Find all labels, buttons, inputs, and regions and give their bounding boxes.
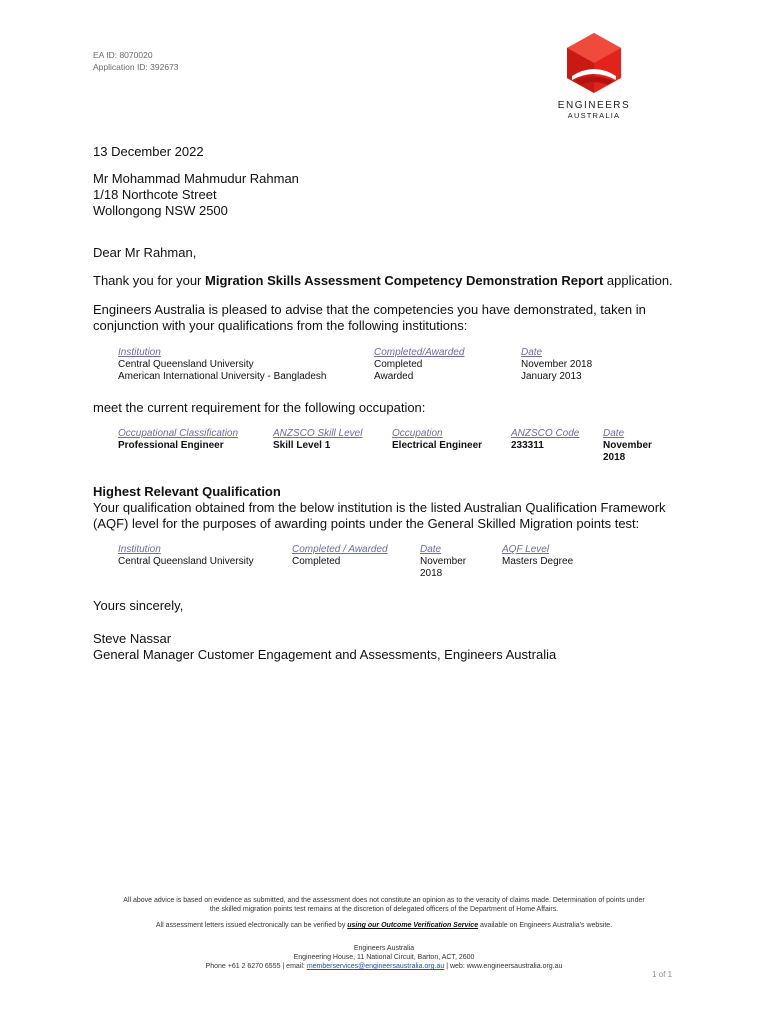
qualification-date-year: 2018 xyxy=(420,568,443,579)
ea-id: EA ID: 8070020 xyxy=(93,50,153,60)
signatory-name: Steve Nassar xyxy=(93,631,172,646)
address-city: Wollongong NSW 2500 xyxy=(93,203,228,218)
thanks-paragraph xyxy=(93,273,673,289)
hrq-paragraph xyxy=(93,500,666,532)
verify-suffix: available on Engineers Australia's website. xyxy=(478,922,613,929)
footer-contact xyxy=(80,944,688,971)
table-header: Completed/Awarded xyxy=(374,347,465,358)
table-header: Date xyxy=(420,544,442,555)
table-cell: Awarded xyxy=(374,371,414,382)
hrq-line-2: (AQF) level for the purposes of awarding points under the General Skilled Migration points test: xyxy=(93,516,640,531)
occupation-date-month: November xyxy=(603,440,652,451)
application-type: Migration Skills Assessment Competency Demonstration Report xyxy=(205,273,604,288)
qualification-table xyxy=(118,544,618,582)
salutation: Dear Mr Rahman, xyxy=(93,245,197,260)
footer-disclaimer xyxy=(80,896,688,914)
competency-paragraph xyxy=(93,302,646,334)
org-address: Engineering House, 11 National Circuit, Barton, ACT, 2600 xyxy=(293,954,475,961)
qualification-status: Completed xyxy=(292,556,341,567)
engineers-australia-logo xyxy=(548,32,640,128)
address-street: 1/18 Northcote Street xyxy=(93,187,217,202)
hrq-heading: Highest Relevant Qualification xyxy=(93,484,281,499)
table-header: AQF Level xyxy=(502,544,550,555)
table-cell: American International University - Bangladesh xyxy=(118,371,327,382)
thanks-prefix: Thank you for your xyxy=(93,273,205,288)
occupation-name: Electrical Engineer xyxy=(392,440,483,451)
table-header: Completed / Awarded xyxy=(292,544,388,555)
page-number: 1 of 1 xyxy=(652,970,673,979)
table-cell: Central Queensland University xyxy=(118,359,254,370)
competency-line-1: Engineers Australia is pleased to advise that the competencies you have demonstrated, taken in xyxy=(93,302,646,317)
table-header: Institution xyxy=(118,544,161,555)
anzsco-code: 233311 xyxy=(511,440,544,451)
skill-level: Skill Level 1 xyxy=(273,440,331,451)
disclaimer-line-2: the skilled migration points test remains at the discretion of delegated officers of the Department of Home Affairs. xyxy=(209,906,559,913)
application-id: Application ID: 392673 xyxy=(93,62,179,72)
email-link[interactable]: memberservices@engineersaustralia.org.au xyxy=(306,963,445,970)
letter-date: 13 December 2022 xyxy=(93,144,204,159)
table-header: Date xyxy=(521,347,543,358)
competency-line-2: conjunction with your qualifications from the following institutions: xyxy=(93,318,468,333)
table-cell: January 2013 xyxy=(521,371,582,382)
aqf-level: Masters Degree xyxy=(502,556,574,567)
occupation-intro: meet the current requirement for the following occupation: xyxy=(93,400,426,415)
table-header: ANZSCO Code xyxy=(511,428,580,439)
hexagon-logo-icon xyxy=(564,32,624,94)
table-header: Occupation xyxy=(392,428,443,439)
table-cell: Completed xyxy=(374,359,423,370)
table-cell: November 2018 xyxy=(521,359,593,370)
qualification-institution: Central Queensland University xyxy=(118,556,254,567)
occupation-date-year: 2018 xyxy=(603,452,626,463)
closing: Yours sincerely, xyxy=(93,598,184,613)
thanks-suffix: application. xyxy=(603,273,673,288)
logo-wordmark: ENGINEERS xyxy=(557,100,631,111)
occupation-table xyxy=(118,428,658,466)
occupational-classification: Professional Engineer xyxy=(118,440,224,451)
signature-block xyxy=(93,631,556,663)
footer-verification xyxy=(80,921,688,930)
disclaimer-line-1: All above advice is based on evidence as submitted, and the assessment does not constitute an opinion as to the veracity of claims made. Determination of points under xyxy=(123,897,645,904)
table-header: ANZSCO Skill Level xyxy=(273,428,363,439)
addressee-name: Mr Mohammad Mahmudur Rahman xyxy=(93,171,299,186)
hrq-line-1: Your qualification obtained from the below institution is the listed Australian Qualification Framework xyxy=(93,500,666,515)
logo-subtitle: AUSTRALIA xyxy=(567,111,621,120)
org-name: Engineers Australia xyxy=(353,945,415,952)
table-header: Institution xyxy=(118,347,161,358)
verify-prefix: All assessment letters issued electronically can be verified by xyxy=(155,922,348,929)
contact-line xyxy=(80,962,688,971)
reference-ids xyxy=(93,49,179,73)
address-block xyxy=(93,171,299,219)
table-header: Occupational Classification xyxy=(118,428,239,439)
verification-service-link[interactable]: using our Outcome Verification Service xyxy=(347,922,479,929)
qualification-date-month: November xyxy=(420,556,467,567)
contact-prefix: Phone +61 2 6270 6555 | email: xyxy=(205,963,307,970)
institutions-table xyxy=(118,347,618,385)
contact-suffix: | web: www.engineersaustralia.org.au xyxy=(444,963,563,970)
signatory-title: General Manager Customer Engagement and Assessments, Engineers Australia xyxy=(93,647,557,662)
table-header: Date xyxy=(603,428,625,439)
